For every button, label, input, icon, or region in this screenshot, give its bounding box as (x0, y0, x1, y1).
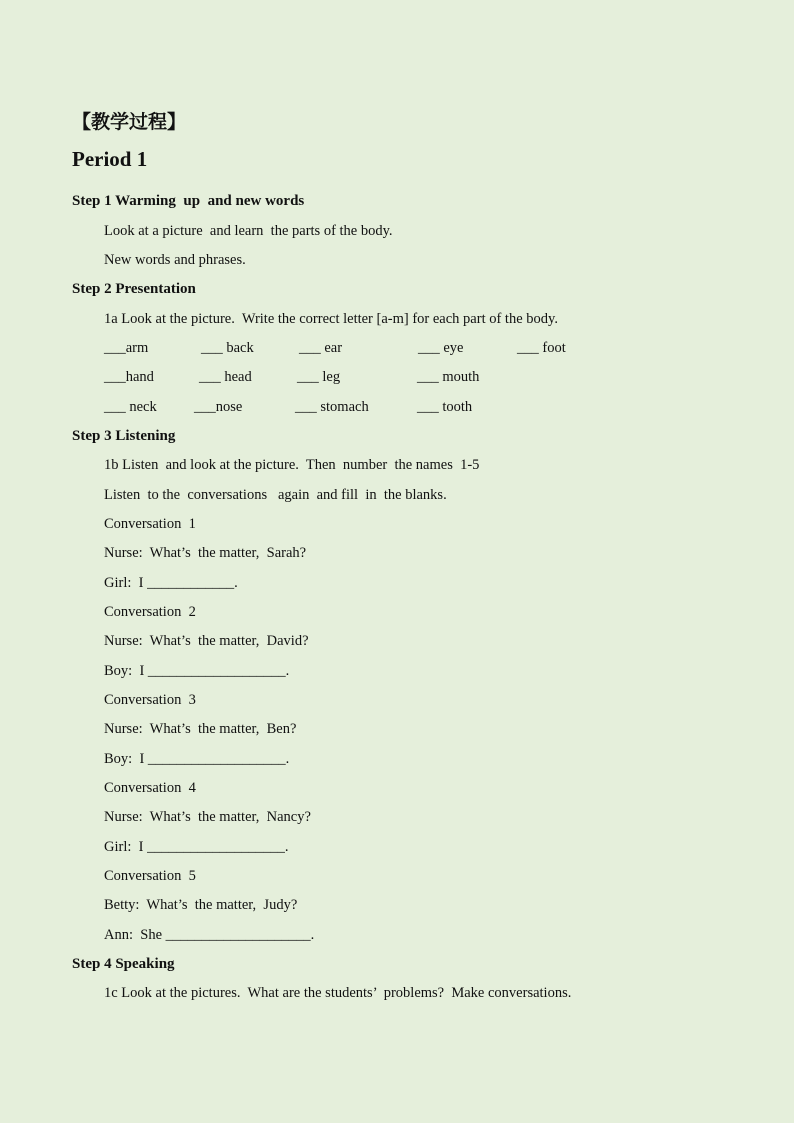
step3-heading: Step 3 Listening (72, 428, 176, 444)
step3-line: Listen to the conversations again and fill in the blanks. (104, 487, 447, 503)
blank-item: ___ mouth (417, 369, 480, 385)
blank-item: ___ ear (299, 340, 343, 356)
blank-item: ___nose (194, 399, 243, 415)
blank-item: ___ neck (104, 399, 157, 415)
period-title: Period 1 (72, 147, 148, 171)
blank-item: ___ head (199, 369, 252, 385)
blank-item: ___ eye (418, 340, 464, 356)
blank-item: ___ leg (297, 369, 341, 385)
dialogue-line: Ann: She ____________________. (104, 927, 315, 943)
section-title: 【教学过程】 (72, 112, 187, 133)
dialogue-line: Boy: I ___________________. (104, 751, 290, 767)
step4-line: 1c Look at the pictures. What are the students’ problems? Make conversations. (104, 985, 572, 1001)
dialogue-line: Nurse: What’s the matter, David? (104, 633, 309, 649)
step4-heading: Step 4 Speaking (72, 956, 175, 972)
blank-item: ___ back (201, 340, 254, 356)
step3-line: 1b Listen and look at the picture. Then number the names 1-5 (104, 457, 480, 473)
blank-item: ___arm (104, 340, 149, 356)
dialogue-line: Nurse: What’s the matter, Nancy? (104, 809, 311, 825)
blank-item: ___hand (104, 369, 154, 385)
blank-item: ___ foot (517, 340, 566, 356)
step1-heading: Step 1 Warming up and new words (72, 193, 305, 209)
conversation-title: Conversation 4 (104, 780, 196, 796)
dialogue-line: Betty: What’s the matter, Judy? (104, 897, 298, 913)
dialogue-line: Girl: I ___________________. (104, 839, 289, 855)
conversation-title: Conversation 2 (104, 604, 196, 620)
blank-item: ___ stomach (295, 399, 369, 415)
step2-instruction: 1a Look at the picture. Write the correct letter [a-m] for each part of the body. (104, 311, 558, 327)
conversation-title: Conversation 3 (104, 692, 196, 708)
dialogue-line: Boy: I ___________________. (104, 663, 290, 679)
dialogue-line: Girl: I ____________. (104, 575, 238, 591)
step1-line: Look at a picture and learn the parts of the body. (104, 223, 393, 239)
dialogue-line: Nurse: What’s the matter, Sarah? (104, 545, 307, 561)
conversation-title: Conversation 1 (104, 516, 196, 532)
dialogue-line: Nurse: What’s the matter, Ben? (104, 721, 297, 737)
step1-line: New words and phrases. (104, 252, 246, 268)
step2-heading: Step 2 Presentation (72, 281, 196, 297)
blank-item: ___ tooth (417, 399, 473, 415)
conversation-title: Conversation 5 (104, 868, 196, 884)
